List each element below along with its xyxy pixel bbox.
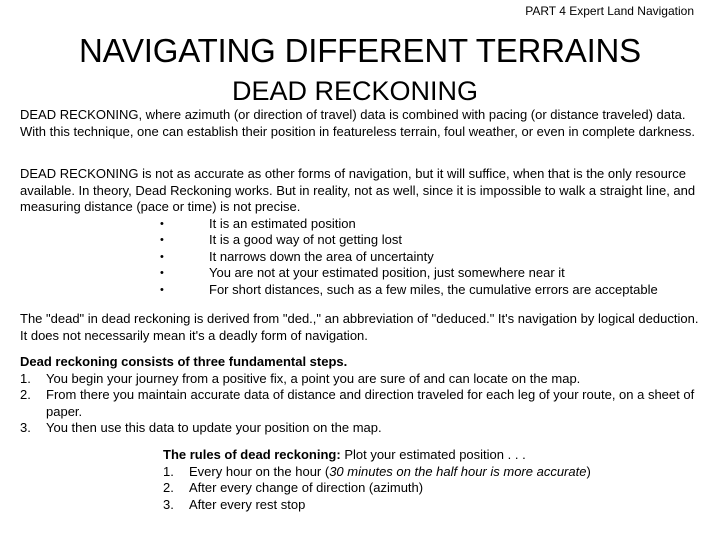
- bullet-text: You are not at your estimated position, just somewhere near it: [209, 265, 565, 280]
- bullet-icon: •: [160, 234, 164, 246]
- bullet-icon: •: [160, 250, 164, 263]
- bullet-icon: •: [160, 217, 164, 230]
- bullet-item: [20, 265, 700, 282]
- etymology-paragraph: [20, 311, 700, 344]
- page-title: NAVIGATING DIFFERENT TERRAINS: [79, 32, 641, 69]
- accuracy-paragraph-text: DEAD RECKONING is not as accurate as other forms of navigation, but it will suffice, when that is the only resource available. In theory, Dead Reckoning works. But in reality, not as well, since it is impossible to walk a straight line, and measuring distance (pace or time) is not precise.: [20, 166, 696, 214]
- bullet-icon: •: [160, 267, 164, 279]
- intro-paragraph-text: DEAD RECKONING, where azimuth (or direction of travel) data is combined with pacing (or distance traveled) data. With this technique, one can establish their position in featureless terrain, foul weather, or even in complete darkness.: [20, 107, 695, 139]
- accuracy-paragraph: [20, 166, 700, 298]
- rule-text: After every change of direction (azimuth): [189, 480, 424, 495]
- rule-item: [163, 464, 703, 481]
- rule-number: 2.: [163, 480, 174, 495]
- rule-number: 1.: [163, 463, 174, 479]
- rule-item: [163, 480, 703, 497]
- rule-text-after: ): [586, 463, 591, 479]
- rules-intro: Plot your estimated position . . .: [340, 447, 526, 462]
- rule-text: After every rest stop: [189, 496, 306, 512]
- rule-text: Every hour on the hour (: [189, 463, 330, 479]
- etymology-paragraph-text: The "dead" in dead reckoning is derived from "ded.," an abbreviation of "deduced." It's navigation by logical deduction. It does not necessarily mean it's a deadly form of navigation.: [20, 311, 699, 343]
- steps-heading: Dead reckoning consists of three fundamental steps.: [20, 354, 348, 369]
- step-item: [20, 387, 700, 420]
- steps-section: [20, 354, 700, 437]
- step-item: [20, 371, 700, 388]
- step-number: 2.: [20, 387, 31, 402]
- bullet-icon: •: [160, 283, 164, 296]
- section-subtitle: DEAD RECKONING: [232, 76, 479, 106]
- bullet-text: It narrows down the area of uncertainty: [209, 248, 434, 264]
- rules-heading: The rules of dead reckoning:: [163, 447, 341, 462]
- bullet-item: [20, 216, 700, 233]
- bullet-text: For short distances, such as a few miles, the cumulative errors are acceptable: [209, 281, 658, 297]
- bullet-item: [20, 282, 700, 299]
- step-number: 1.: [20, 370, 31, 386]
- step-text: From there you maintain accurate data of distance and direction traveled for each leg of your route, on a sheet of paper.: [46, 387, 695, 419]
- page-header: PART 4 Expert Land Navigation: [525, 4, 694, 18]
- step-item: [20, 420, 700, 437]
- rules-heading-line: [163, 447, 703, 464]
- rule-item: [163, 497, 703, 514]
- rule-italic-note: 30 minutes on the half hour is more accurate: [329, 463, 587, 479]
- rules-list: [163, 464, 703, 514]
- rules-section: [163, 447, 703, 513]
- steps-list: [20, 371, 700, 437]
- bullet-item: [20, 249, 700, 266]
- step-text: You then use this data to update your position on the map.: [46, 420, 382, 435]
- bullet-item: [20, 232, 700, 249]
- bullet-list: [20, 216, 700, 299]
- bullet-text: It is a good way of not getting lost: [209, 232, 402, 247]
- intro-paragraph: [20, 107, 700, 140]
- step-number: 3.: [20, 420, 31, 435]
- bullet-text: It is an estimated position: [209, 215, 356, 231]
- step-text: You begin your journey from a positive fix, a point you are sure of and can locate on the map.: [46, 370, 581, 386]
- rule-number: 3.: [163, 496, 174, 512]
